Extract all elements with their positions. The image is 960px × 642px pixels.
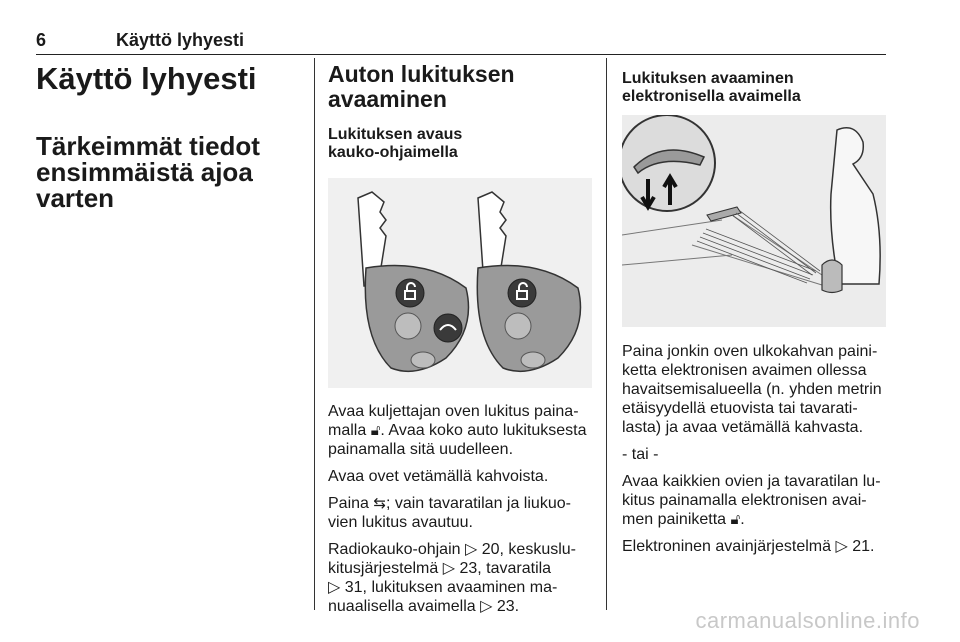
column-divider xyxy=(606,58,607,610)
heading-unlocking: Auton lukituksen avaaminen xyxy=(328,61,515,112)
paragraph-or: - tai - xyxy=(622,446,659,463)
paragraph-reference: Elektroninen avainjärjestelmä ▷ 21. xyxy=(622,538,875,555)
car-rear-icon: ⇆ xyxy=(373,495,386,512)
unlock-icon: 🔓︎ xyxy=(730,511,741,528)
column-left xyxy=(36,62,306,211)
paragraph: Avaa kuljettajan oven lukitus paina- malla 🔓︎. Avaa koko auto lukituksesta painamalla sitä uudelleen. xyxy=(328,403,587,458)
paragraph: Paina ⇆; vain tavaratilan ja liukuo- vien lukitus avautuu. xyxy=(328,495,571,531)
remote-keys-graphic xyxy=(328,178,592,388)
electronic-key-illustration xyxy=(622,115,886,327)
remote-key-illustration xyxy=(328,178,592,388)
page-number: 6 xyxy=(36,30,47,50)
column-divider xyxy=(314,58,315,610)
paragraph: Avaa ovet vetämällä kahvoista. xyxy=(328,468,549,485)
door-handle-graphic xyxy=(622,115,886,327)
running-title: Käyttö lyhyesti xyxy=(116,30,245,50)
reference-arrow-icon: ▷ xyxy=(835,538,848,555)
subheading-remote: Lukituksen avaus kauko-ohjaimella xyxy=(328,126,463,161)
unlock-icon: 🔓︎ xyxy=(370,422,381,439)
watermark: carmanualsonline.info xyxy=(695,608,920,633)
reference-arrow-icon: ▷ xyxy=(442,560,456,577)
chapter-title: Käyttö lyhyesti xyxy=(36,61,257,96)
reference-arrow-icon: ▷ xyxy=(328,579,341,596)
middle-text xyxy=(328,402,598,624)
column-right xyxy=(622,62,892,106)
section-title: Tärkeimmät tiedot ensimmäistä ajoa varten xyxy=(36,131,260,213)
subheading-electronic-key: Lukituksen avaaminen elektronisella avaimella xyxy=(622,70,801,105)
page-header xyxy=(36,28,886,55)
paragraph: Avaa kaikkien ovien ja tavaratilan lu- kitus painamalla elektronisen avai- men painiketta 🔓︎. xyxy=(622,473,881,528)
column-middle xyxy=(328,62,598,162)
reference-arrow-icon: ▷ xyxy=(480,598,493,615)
paragraph-references: Radiokauko-ohjain ▷ 20, keskuslu- kitusjärjestelmä ▷ 23, tavaratila ▷ 31, lukituksen avaaminen ma- nuaalisella avaimella ▷ 23. xyxy=(328,541,577,615)
right-text xyxy=(622,342,892,564)
reference-arrow-icon: ▷ xyxy=(464,541,478,558)
paragraph: Paina jonkin oven ulkokahvan paini- ketta elektronisen avaimen ollessa havaitsemisalueella (n. yhden metrin etäisyydellä etuovista tai tavarati- lasta) ja avaa vetämällä kahvasta. xyxy=(622,343,882,436)
